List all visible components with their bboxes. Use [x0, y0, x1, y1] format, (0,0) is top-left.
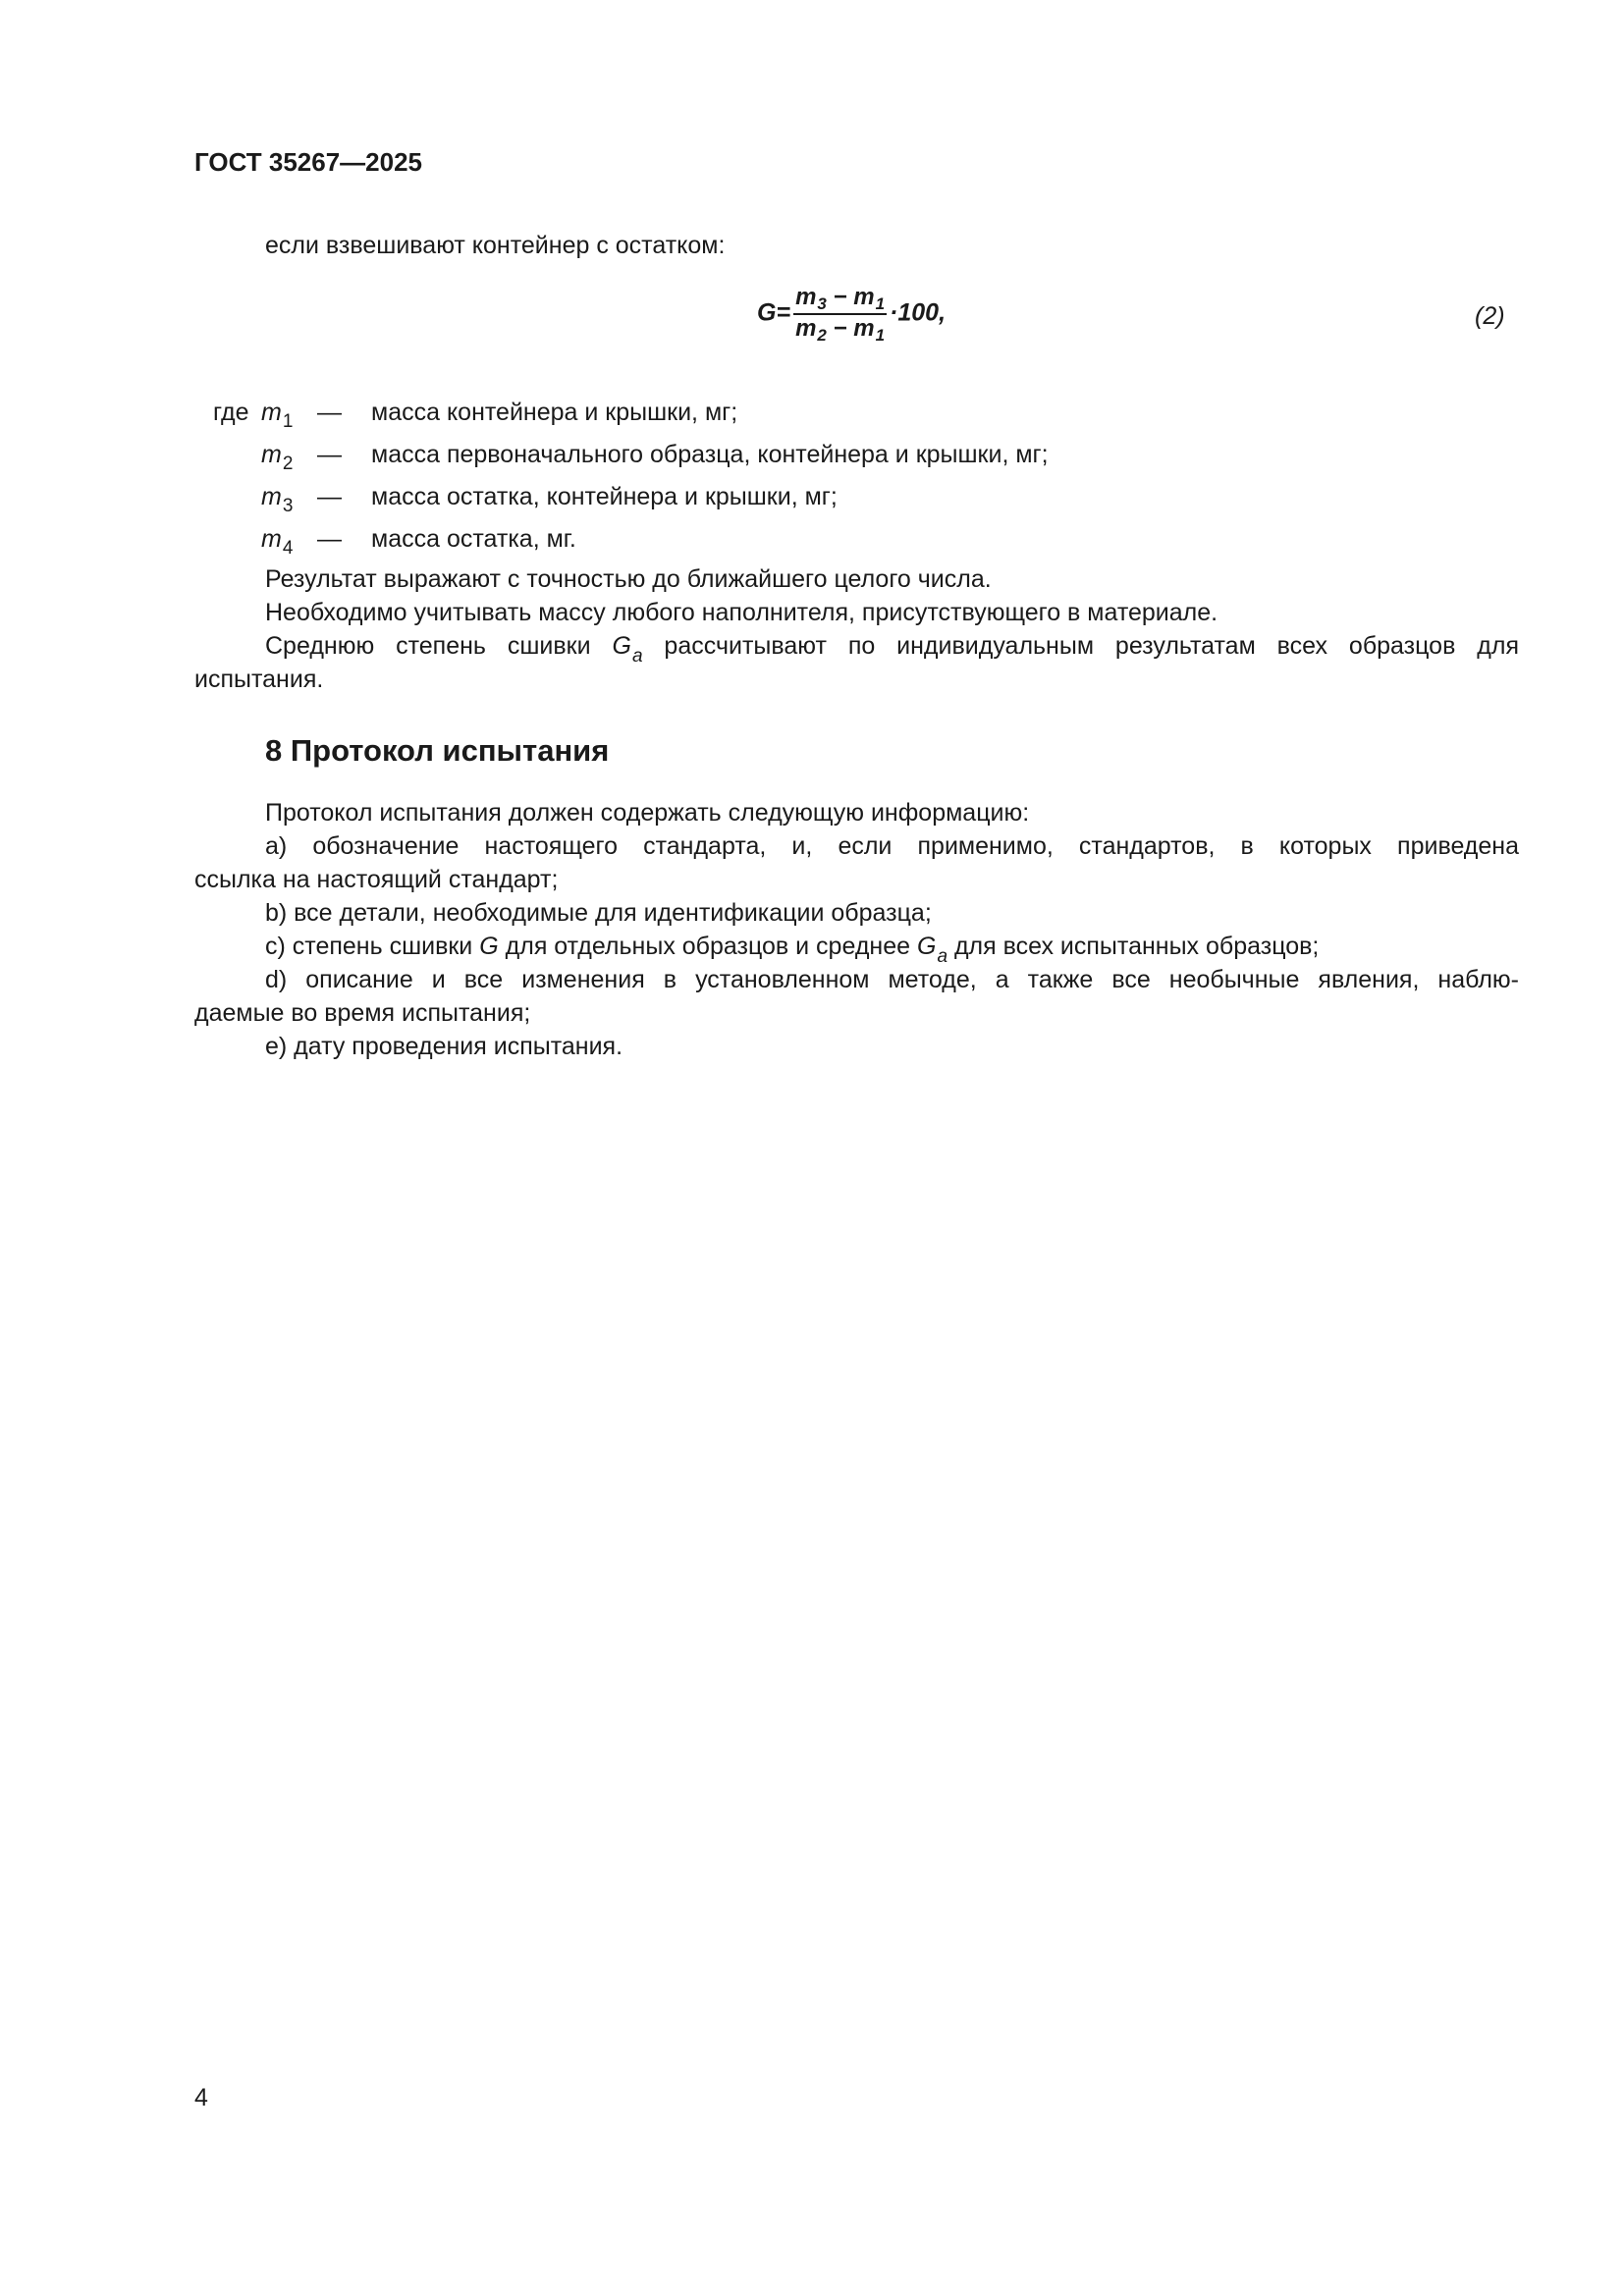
formula-2	[757, 284, 946, 345]
formula-fraction	[793, 284, 887, 345]
equation-number: (2)	[1475, 302, 1505, 330]
list-item: d) описание и все изменения в установленном методе, а также все необычные явления, наблю-	[265, 966, 1519, 993]
paragraph-line: испытания.	[194, 666, 324, 693]
where-lead: где	[213, 399, 249, 426]
fraction-numerator: $m_3 - m_1$	[795, 284, 886, 313]
list-item: b) все детали, необходимые для идентификации образца;	[265, 899, 932, 927]
fraction-denominator: $m_2 - m_1$	[795, 315, 886, 345]
section-heading: 8 Протокол испытания	[265, 733, 610, 768]
list-item-continuation: даемые во время испытания;	[194, 999, 531, 1027]
formula-equals: =	[776, 298, 791, 327]
intro-sentence: если взвешивают контейнер с остатком:	[265, 232, 726, 259]
list-item: a) обозначение настоящего стандарта, и, если применимо, стандартов, в которых приведена	[265, 832, 1519, 860]
paragraph-line: Среднюю степень сшивки $G_a$ рассчитывают по индивидуальным результатам всех образцов для	[265, 632, 1519, 667]
list-item: e) дату проведения испытания.	[265, 1033, 623, 1060]
list-item-continuation: ссылка на настоящий стандарт;	[194, 866, 559, 893]
list-item: c) степень сшивки G для отдельных образцов и среднее $G_a$ для всех испытанных образцов;	[265, 933, 1320, 967]
page-number: 4	[194, 2084, 208, 2111]
paragraph: Протокол испытания должен содержать следующую информацию:	[265, 799, 1030, 827]
formula-lhs: G	[757, 298, 777, 327]
paragraph: Результат выражают с точностью до ближайшего целого числа.	[265, 565, 992, 593]
paragraph: Необходимо учитывать массу любого наполнителя, присутствующего в материале.	[265, 599, 1218, 626]
document-code: ГОСТ 35267—2025	[194, 147, 422, 177]
formula-tail: ·100,	[890, 298, 947, 327]
